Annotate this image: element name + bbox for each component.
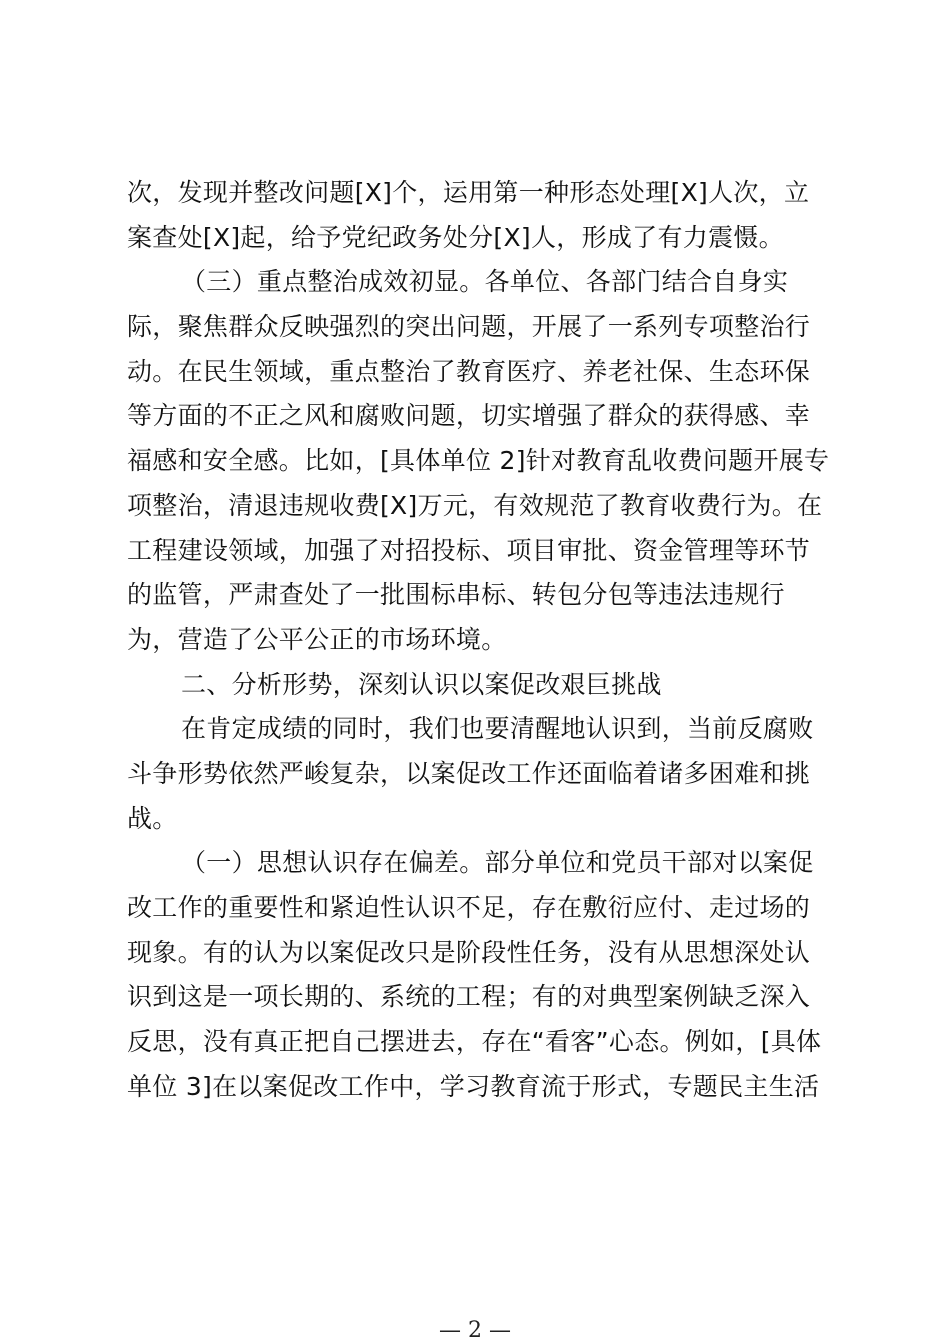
document-body: [127, 171, 847, 1109]
text-line: 动。在民生领域，重点整治了教育医疗、养老社保、生态环保: [127, 356, 811, 386]
text-line: 二、分析形势，深刻认识以案促改艰巨挑战: [181, 669, 662, 699]
text-line: 改工作的重要性和紧迫性认识不足，存在敷衍应付、走过场的: [127, 893, 811, 922]
text-line: 单位 3]在以案促改工作中，学习教育流于形式，专题民主生活: [127, 1071, 820, 1101]
text-line: 项整治，清退违规收费[X]万元，有效规范了教育收费行为。在: [127, 490, 823, 520]
text-line: 际，聚焦群众反映强烈的突出问题，开展了一系列专项整治行: [127, 312, 811, 342]
text-line: 案查处[X]起，给予党纪政务处分[X]人，形成了有力震慑。: [127, 222, 784, 252]
page-number: — 2 —: [439, 1318, 511, 1343]
text-line: （一）思想认识存在偏差。部分单位和党员干部对以案促: [181, 848, 814, 878]
text-line: 福感和安全感。比如，[具体单位 2]针对教育乱收费问题开展专: [127, 446, 830, 476]
text-line: 现象。有的认为以案促改只是阶段性任务，没有从思想深处认: [127, 937, 811, 967]
text-line: 为，营造了公平公正的市场环境。: [127, 624, 507, 654]
text-line: 工程建设领域，加强了对招投标、项目审批、资金管理等环节: [127, 535, 811, 565]
text-line: 在肯定成绩的同时，我们也要清醒地认识到，当前反腐败: [181, 714, 814, 744]
text-line: 等方面的不正之风和腐败问题，切实增强了群众的获得感、幸: [127, 401, 811, 431]
text-line: 识到这是一项长期的、系统的工程；有的对典型案例缺乏深入: [127, 982, 811, 1012]
text-line: 的监管，严肃查处了一批围标串标、转包分包等违法违规行: [127, 580, 785, 610]
text-line: 斗争形势依然严峻复杂，以案促改工作还面临着诸多困难和挑: [127, 758, 811, 788]
text-line: 反思，没有真正把自己摆进去，存在“看客”心态。例如，[具体: [127, 1027, 822, 1057]
text-line: 次，发现并整改问题[X]个，运用第一种形态处理[X]人次，立: [127, 178, 810, 207]
text-line: 战。: [127, 803, 178, 833]
text-line: （三）重点整治成效初显。各单位、各部门结合自身实: [181, 267, 789, 297]
